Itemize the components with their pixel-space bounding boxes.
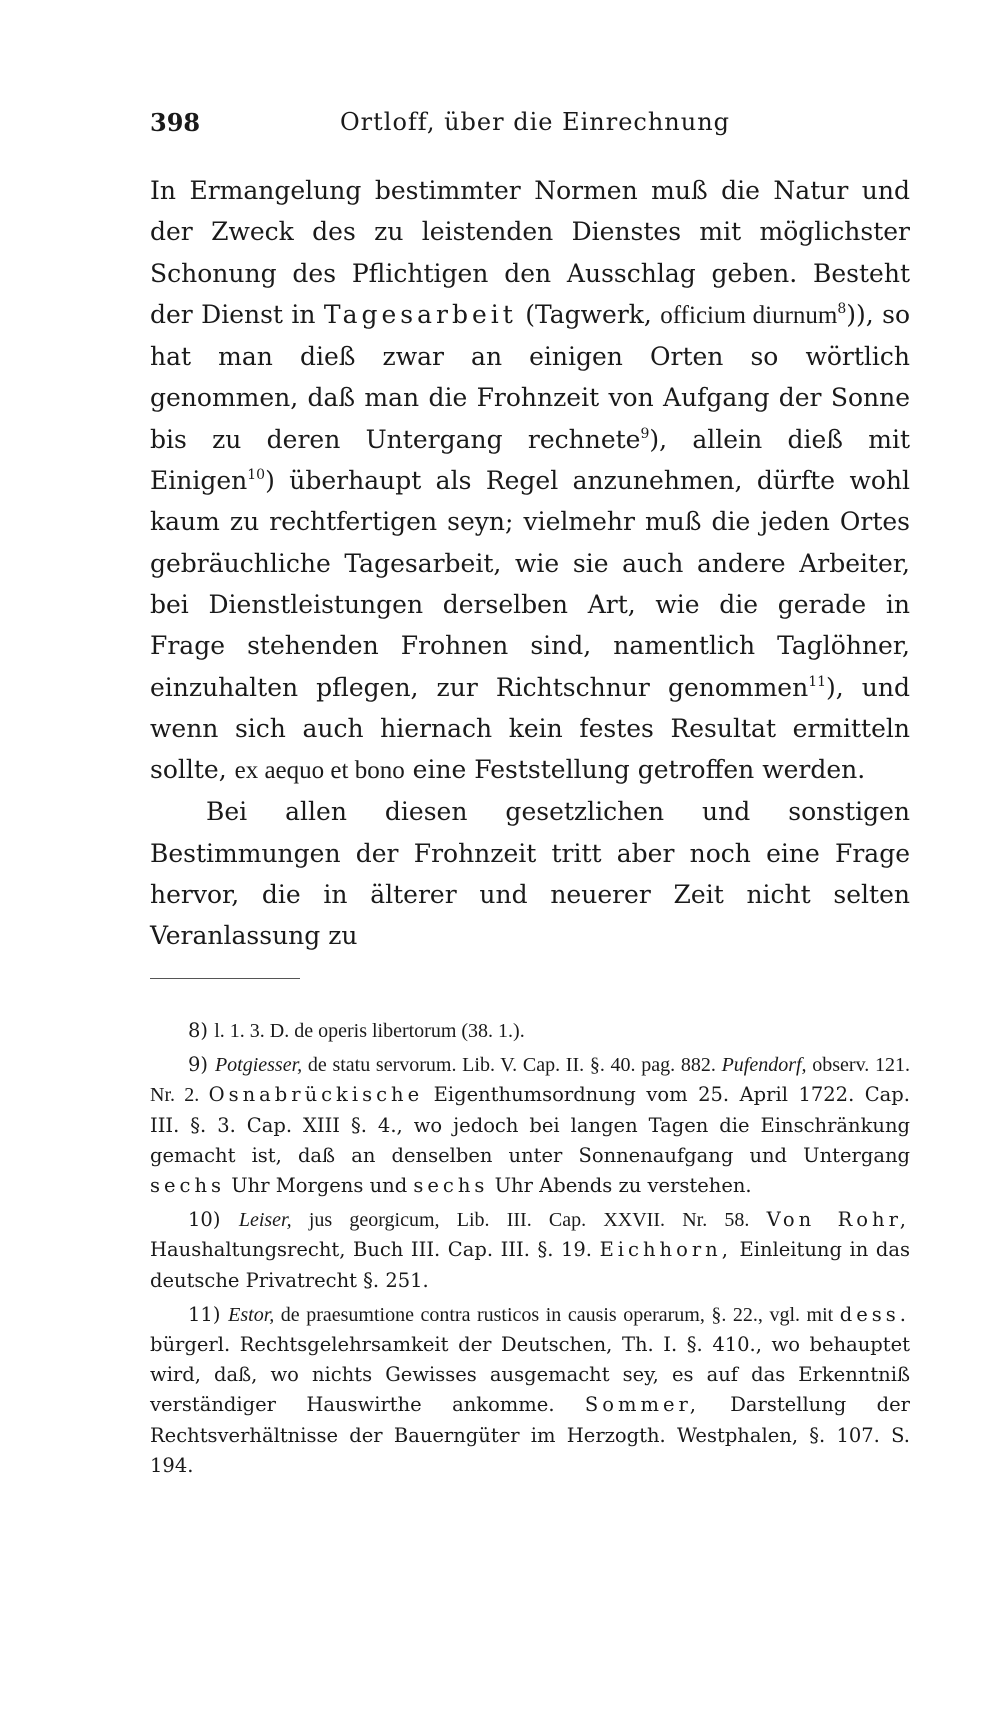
- footnote-ref-8: 8: [837, 300, 847, 317]
- emphasis-tagesarbeit: Tagesarbeit: [323, 299, 517, 329]
- page-header: [150, 108, 910, 144]
- latin-phrase: ex aequo et bono: [234, 757, 405, 785]
- footnote-10: 10) Leiser, jus georgicum, Lib. III. Cap. XXVII. Nr. 58. Von Rohr, Haushaltungsrecht, Buch III. Cap. III. §. 19. Eichhorn, Einleitung in das deutsche Privatrecht §. 251.: [150, 1208, 910, 1292]
- footnote-ref-11: 11: [808, 673, 827, 690]
- latin-phrase: officium diurnum: [660, 301, 838, 329]
- footnote-ref-9: 9: [640, 425, 650, 442]
- page-number: 398: [150, 108, 201, 137]
- footnote-separator: [150, 978, 300, 979]
- paragraph-2: Bei allen diesen gesetzlichen und sonstigen Bestimmungen der Frohnzeit tritt aber noch eine Frage hervor, die in älterer und neuerer Zeit nicht selten Veranlassung zu: [150, 797, 910, 951]
- footnotes: [150, 1016, 910, 1481]
- footnote-8: 8) l. 1. 3. D. de operis libertorum (38. 1.).: [188, 1019, 525, 1042]
- footnote-9: 9) Potgiesser, de statu servorum. Lib. V. Cap. II. §. 40. pag. 882. Pufendorf, observ. 121. Nr. 2. Osnabrückische Eigenthumsordnung vom 25. April 1722. Cap. III. §. 3. Cap. XIII §. 4., wo jedoch bei langen Tagen die Einschränkung gemacht ist, daß an denselben unter Sonnenaufgang und Untergang sechs Uhr Morgens und sechs Uhr Abends zu verstehen.: [150, 1053, 911, 1198]
- main-text: [150, 170, 910, 957]
- running-title: Ortloff, über die Einrechnung: [340, 108, 731, 136]
- footnote-ref-10: 10: [247, 467, 266, 484]
- paragraph-1: In Ermangelung bestimmter Normen muß die Natur und der Zweck des zu leistenden Dienstes mit möglichster Schonung des Pflichtigen den Ausschlag geben. Besteht der Dienst in Tagesarbeit (Tagwerk, officium diurnum$^8$)), so hat man dieß zwar an einigen Orten so wörtlich genommen, daß man die Frohnzeit von Aufgang der Sonne bis zu deren Untergang rechnete$^9$), allein dieß mit Einigen$^{10}$) überhaupt als Regel anzunehmen, dürfte wohl kaum zu rechtfertigen seyn; vielmehr muß die jeden Ortes gebräuchliche Tagesarbeit, wie sie auch andere Arbeiter, bei Dienstleistungen derselben Art, wie die gerade in Frage stehenden Frohnen sind, namentlich Taglöhner, einzuhalten pflegen, zur Richtschnur genommen$^{11}$), und wenn sich auch hiernach kein festes Resultat ermitteln sollte, ex aequo et bono eine Feststellung getroffen werden.: [150, 176, 911, 785]
- footnote-11: 11) Estor, de praesumtione contra rusticos in causis operarum, §. 22., vgl. mit dess. bürgerl. Rechtsgelehrsamkeit der Deutschen, Th. I. §. 410., wo behauptet wird, daß, wo nichts Gewisses ausgemacht sey, es auf das Erkenntniß verständiger Hauswirthe ankomme. Sommer, Darstellung der Rechtsverhältnisse der Bauerngüter im Herzogth. Westphalen, §. 107. S. 194.: [150, 1302, 910, 1477]
